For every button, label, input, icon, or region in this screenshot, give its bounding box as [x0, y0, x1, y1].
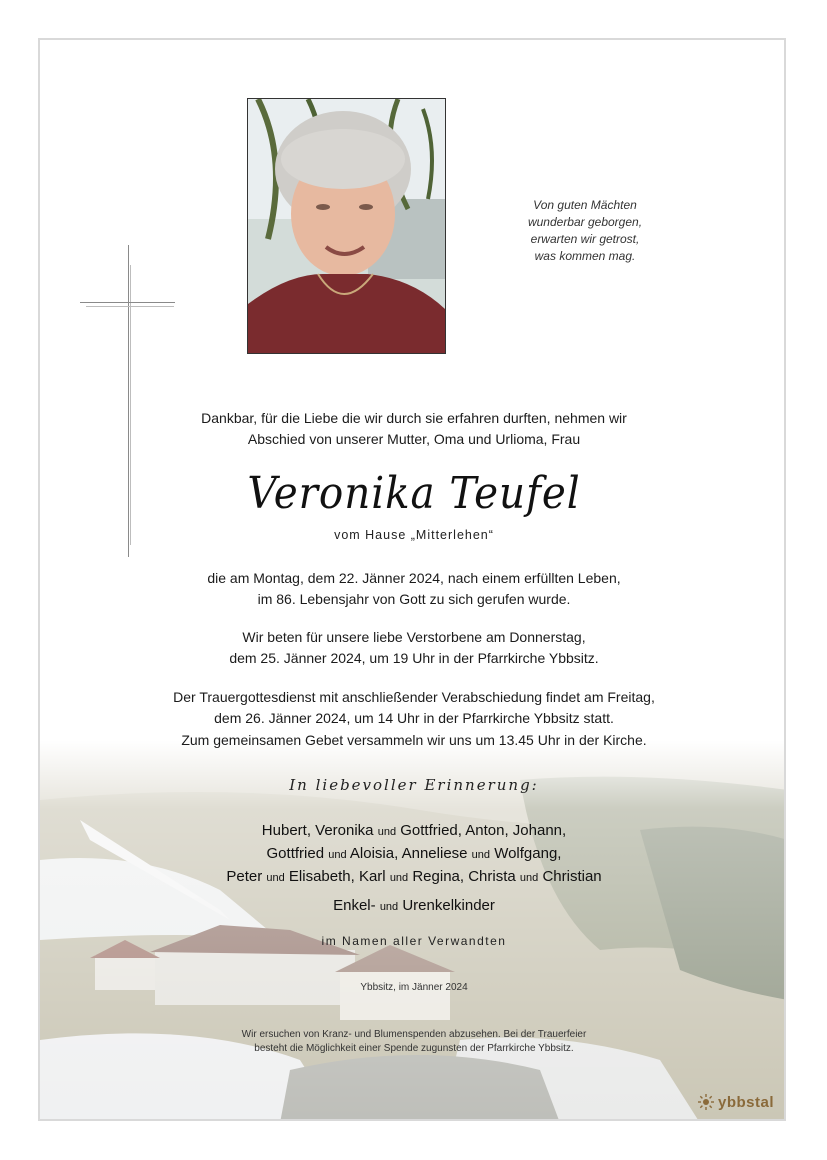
prayer-text	[40, 627, 786, 668]
donation-note	[40, 1028, 786, 1056]
death-line: die am Montag, dem 22. Jänner 2024, nach einem erfüllten Leben,	[207, 570, 621, 586]
family-name: Hubert, Veronika	[261, 822, 374, 839]
family-name: Peter	[226, 868, 263, 885]
service-line: dem 26. Jänner 2024, um 14 Uhr in der Pfarrkirche Ybbsitz statt.	[214, 709, 614, 726]
obituary-card	[38, 38, 786, 1121]
prayer-line: dem 25. Jänner 2024, um 19 Uhr in der Pfarrkirche Ybbsitz.	[229, 649, 599, 666]
ybbstal-logo	[697, 1093, 774, 1111]
motto-quote	[470, 197, 700, 265]
place-date: Ybbsitz, im Jänner 2024	[360, 982, 468, 993]
family-line-4	[40, 895, 786, 918]
family-name: Elisabeth, Karl	[288, 868, 386, 885]
und-connector: und	[266, 872, 285, 884]
family-name: Christian	[542, 868, 602, 885]
deceased-name: Veronika Teufel	[247, 468, 581, 519]
intro-text	[40, 408, 786, 449]
und-connector: und	[389, 872, 409, 884]
sun-icon	[697, 1093, 715, 1111]
motto-line: wunderbar geborgen,	[527, 215, 643, 229]
und-connector: und	[377, 826, 397, 838]
prayer-line: Wir beten für unsere liebe Verstorbene am Donnerstag,	[242, 629, 586, 645]
und-connector: und	[471, 849, 491, 861]
relatives-line: im Namen aller Verwandten	[321, 934, 507, 948]
landscape-background	[40, 740, 786, 1121]
logo-text: ybbstal	[717, 1093, 774, 1111]
service-line: Der Trauergottesdienst mit anschließender Verabschiedung findet am Freitag,	[173, 689, 655, 705]
family-name: Regina, Christa	[412, 868, 516, 885]
und-connector: und	[379, 901, 399, 913]
cross-horizontal-shadow	[86, 306, 174, 307]
portrait-photo	[247, 98, 446, 354]
family-line-1	[40, 820, 786, 843]
house-name: vom Hause „Mitterlehen“	[334, 528, 494, 542]
death-text	[40, 568, 786, 609]
family-name: Urenkelkinder	[402, 897, 495, 914]
intro-line: Abschied von unserer Mutter, Oma und Urlioma, Frau	[247, 430, 581, 447]
motto-line: Von guten Mächten	[533, 198, 637, 212]
death-line: im 86. Lebensjahr von Gott zu sich gerufen wurde.	[257, 590, 571, 607]
family-name: Enkel-	[333, 897, 376, 914]
family-line-2	[40, 843, 786, 866]
service-line: Zum gemeinsamen Gebet versammeln wir uns um 13.45 Uhr in der Kirche.	[181, 732, 647, 748]
family-name: Gottfried	[266, 845, 325, 862]
motto-line: was kommen mag.	[534, 249, 636, 263]
und-connector: und	[519, 872, 539, 884]
note-line: besteht die Möglichkeit einer Spende zugunsten der Pfarrkirche Ybbsitz.	[254, 1043, 574, 1054]
family-name: Aloisia, Anneliese	[349, 845, 468, 862]
memory-heading: In liebevoller Erinnerung:	[289, 776, 539, 794]
cross-horizontal	[80, 302, 175, 303]
motto-line: erwarten wir getrost,	[530, 232, 640, 246]
note-line: Wir ersuchen von Kranz- und Blumenspenden abzusehen. Bei der Trauerfeier	[241, 1029, 587, 1040]
und-connector: und	[328, 849, 347, 861]
family-names	[40, 820, 786, 918]
family-line-3	[40, 866, 786, 889]
intro-line: Dankbar, für die Liebe die wir durch sie erfahren durften, nehmen wir	[201, 410, 627, 426]
family-name: Gottfried, Anton, Johann,	[400, 822, 567, 839]
service-text	[40, 687, 786, 751]
family-name: Wolfgang,	[494, 845, 562, 862]
